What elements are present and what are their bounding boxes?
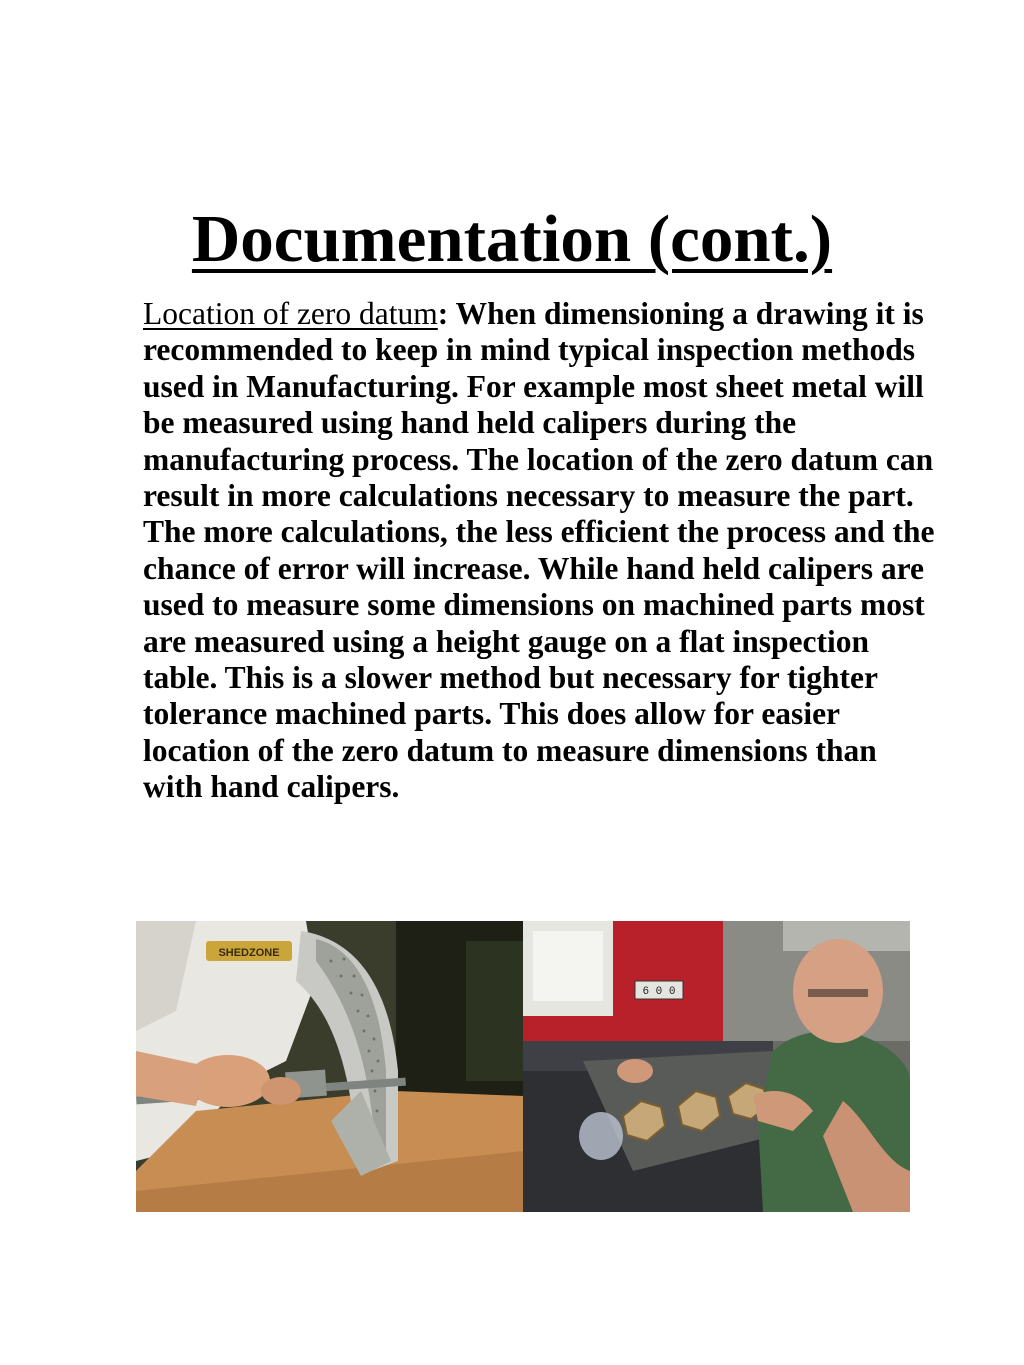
photo-strip — [136, 921, 910, 1212]
shirt-logo — [206, 941, 292, 961]
press-brake-photo-illustration — [523, 921, 910, 1212]
body-text: When dimensioning a drawing it is recommended to keep in mind typical inspection methods used in Manufacturing. For example most sheet metal will be measured using hand held calipers during the manufacturing process. The location of the zero datum can result in more calculations necessary to measure the part. The more calculations, the less efficient the process and the chance of error will increase. While hand held calipers are used to measure some dimensions on machined parts most are measured using a height gauge on a flat inspection table. This is a slower method but necessary for tighter tolerance machined parts. This does allow for easier location of the zero datum to measure dimensions than with hand calipers. — [143, 296, 935, 805]
body-paragraph — [143, 296, 943, 806]
caliper-photo-illustration — [136, 921, 523, 1212]
lead-term: Location of zero datum — [143, 296, 438, 331]
photo-caliper-measurement — [136, 921, 523, 1212]
svg-text:6 0 0: 6 0 0 — [642, 986, 676, 998]
photo-sheet-metal-part — [523, 921, 910, 1212]
page-title: Documentation (cont.) — [191, 202, 833, 276]
lead-separator: : — [437, 296, 449, 331]
svg-text:SHEDZONE: SHEDZONE — [218, 947, 280, 959]
machine-display — [635, 981, 683, 999]
